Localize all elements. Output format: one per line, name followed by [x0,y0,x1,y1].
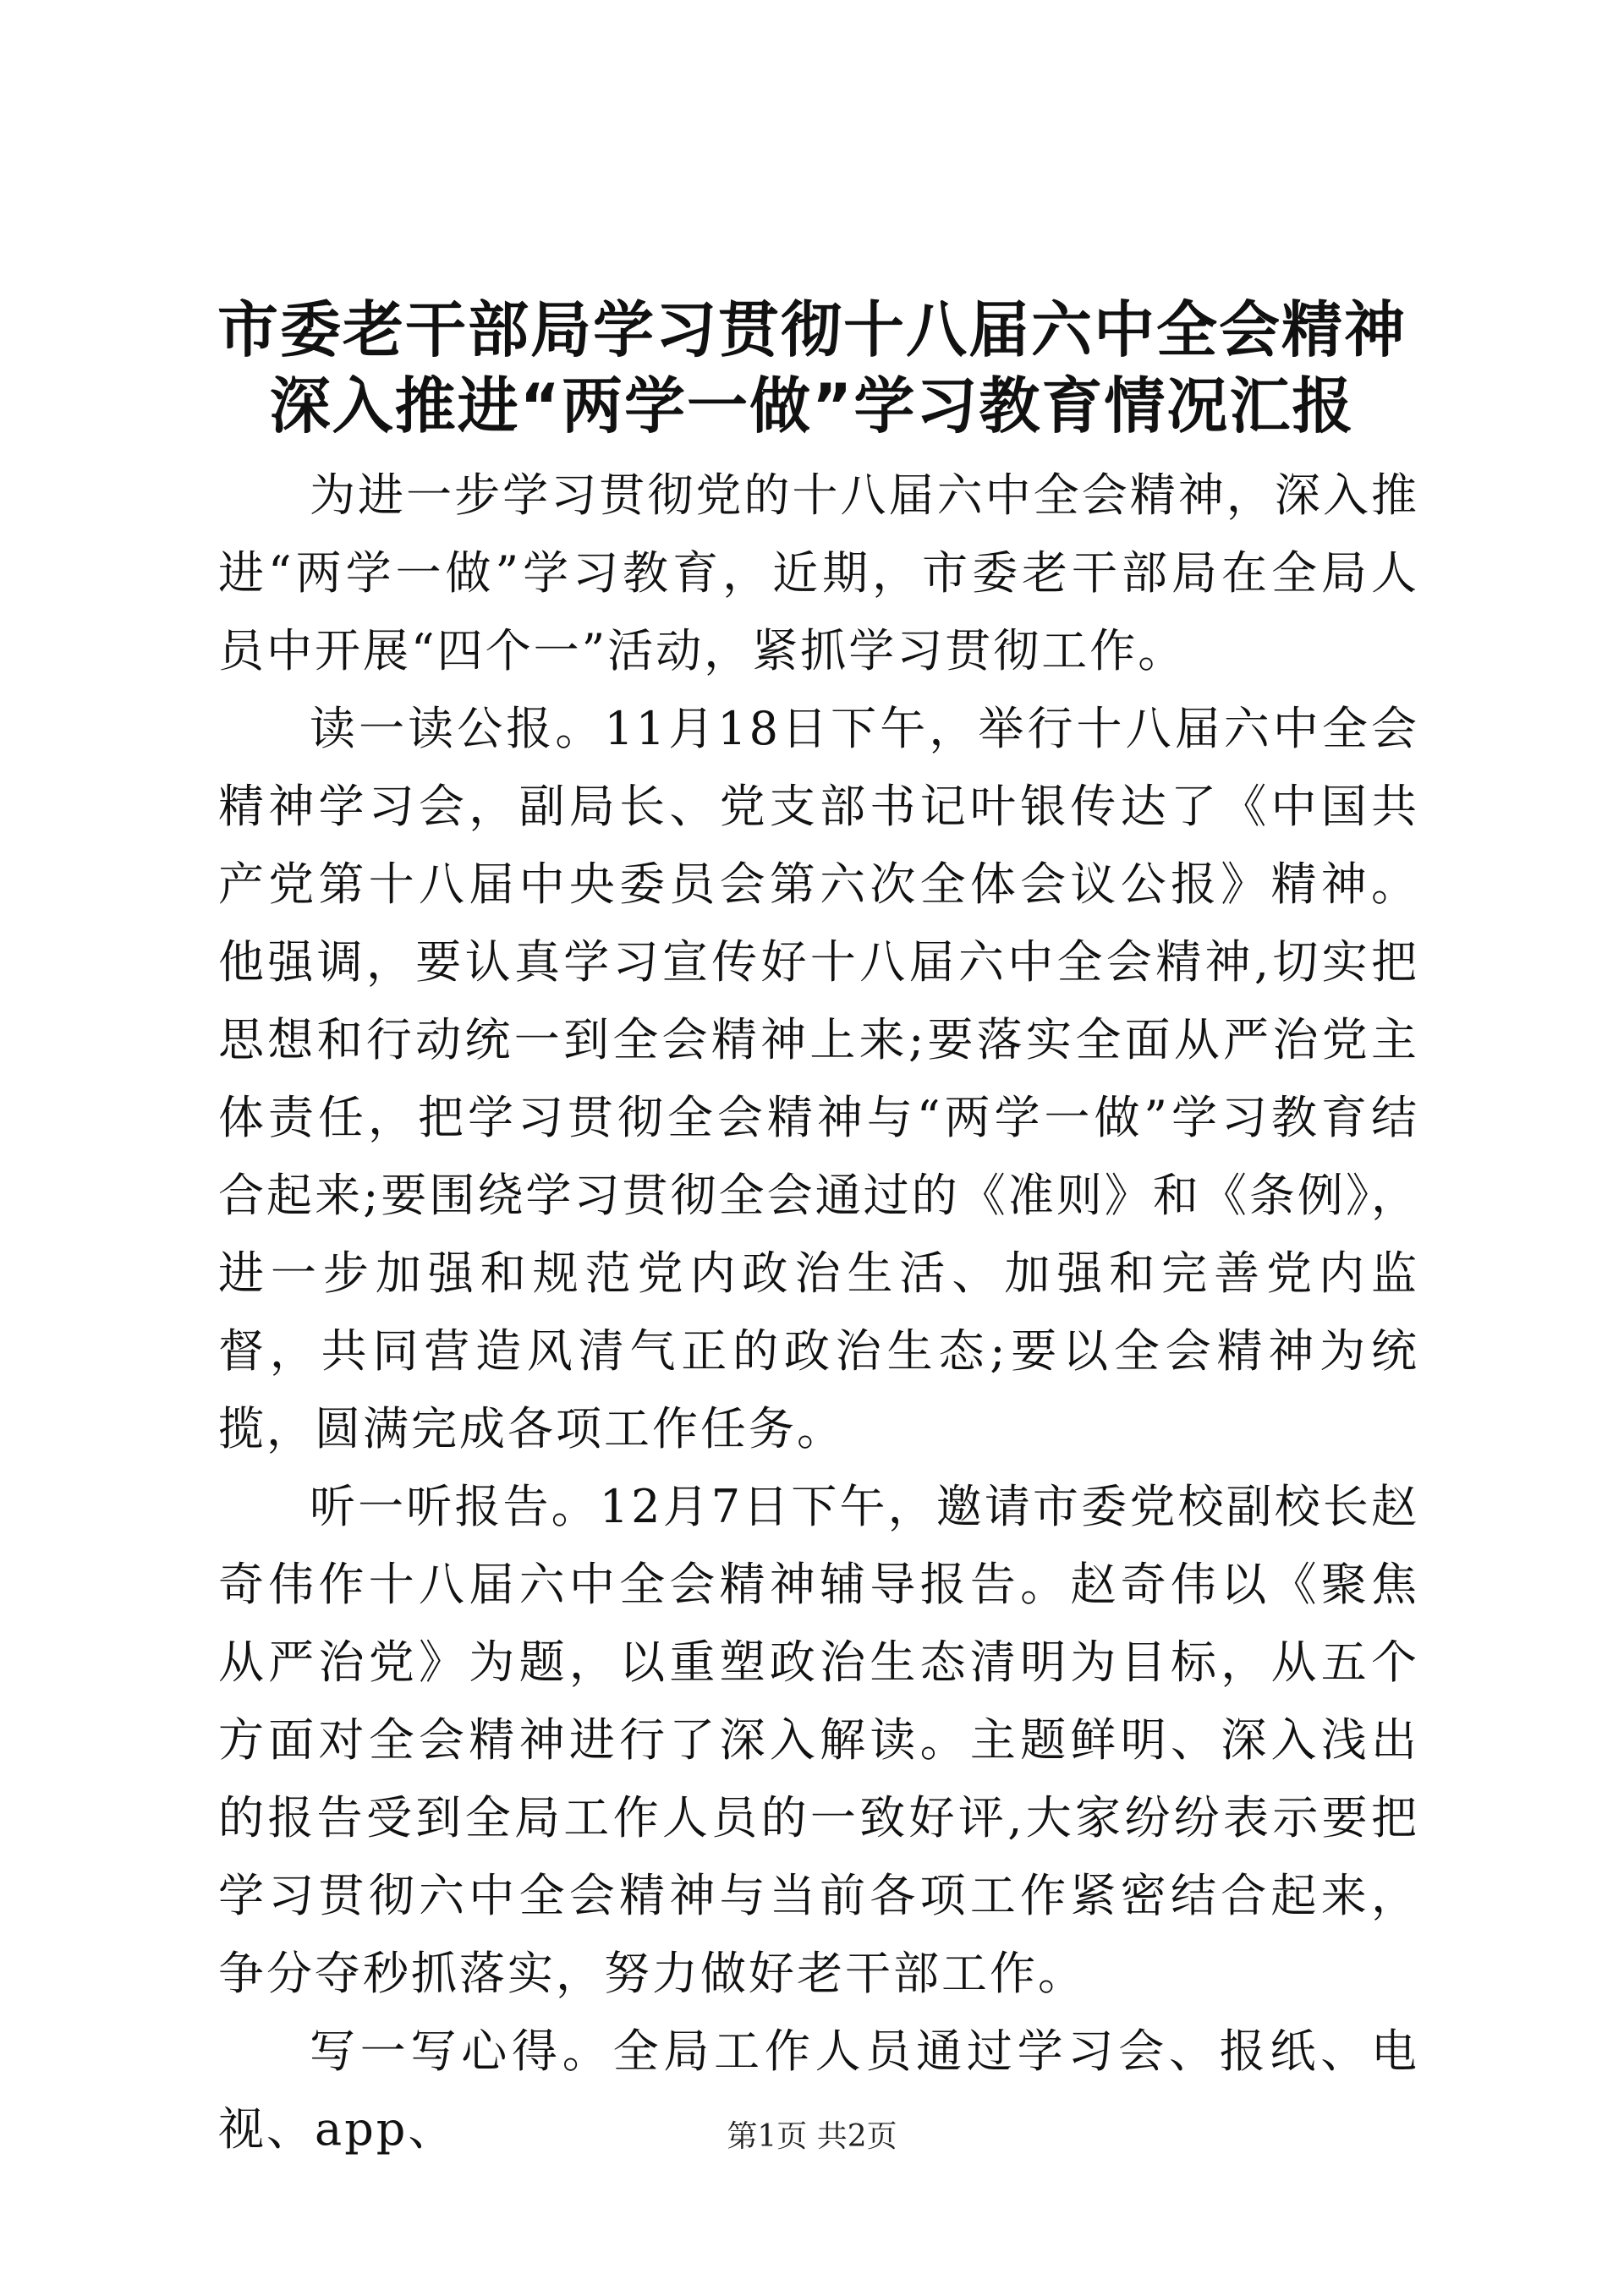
page-number-label: 第1页 共2页 [727,2119,897,2154]
document-title: 市委老干部局学习贯彻十八届六中全会精神深入推进“两学一做”学习教育情况汇报 [217,294,1407,441]
paragraph-intro: 为进一步学习贯彻党的十八届六中全会精神，深入推进“两学一做”学习教育，近期，市委老干部局在全局人员中开展“四个一”活动，紧抓学习贯彻工作。 [218,469,1419,677]
paragraph-read-communique: 读一读公报。11月18日下午，举行十八届六中全会精神学习会，副局长、党支部书记叶银传达了《中国共产党第十八届中央委员会第六次全体会议公报》精神。他强调，要认真学习宣传好十八届六中全会精神,切实把思想和行动统一到全会精神上来;要落实全面从严治党主体责任，把学习贯彻全会精神与“两学一做”学习教育结合起来;要围绕学习贯彻全会通过的《准则》和《条例》，进一步加强和规范党内政治生活、加强和完善党内监督，共同营造风清气正的政治生态;要以全会精神为统揽，圆满完成各项工作任务。 [218,702,1419,1455]
paragraph-listen-report: 听一听报告。12月7日下午，邀请市委党校副校长赵奇伟作十八届六中全会精神辅导报告。赵奇伟以《聚焦从严治党》为题，以重塑政治生态清明为目标，从五个方面对全会精神进行了深入解读。主题鲜明、深入浅出的报告受到全局工作人员的一致好评,大家纷纷表示要把学习贯彻六中全会精神与当前各项工作紧密结合起来，争分夺秒抓落实，努力做好老干部工作。 [218,1480,1419,2000]
paragraph-write-experience: 写一写心得。全局工作人员通过学习会、报纸、电视、app、 [218,2025,1419,2156]
document-body [218,457,1419,2168]
page-footer [0,2118,1624,2156]
